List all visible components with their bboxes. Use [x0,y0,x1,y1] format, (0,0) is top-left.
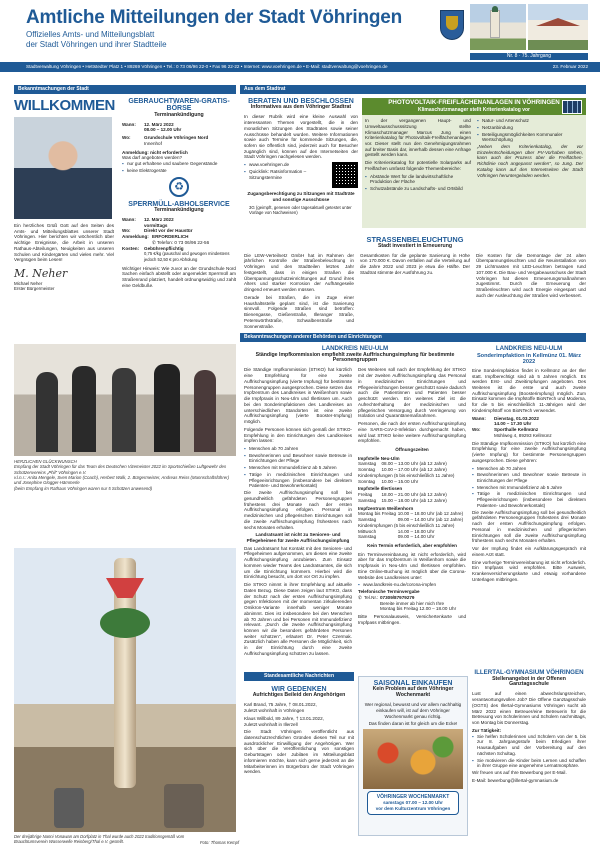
lra-impf-list [244,446,352,489]
lra-kellmuenz-when-label: Wann: [472,415,486,421]
gratis-where [122,135,236,146]
list-item: ▪ Abstände Wert für die landwirtschaftliche Produktion der Fläche [365,174,471,185]
lra-impf-text-1: Die Ständige Impfkommission (STIKO) hat kürzlich eine Empfehlung für eine zweite Auffrischungsimpfung (vierte Impfung) für bestimmte Personengruppen ausgesprochen. Diese setzen das Impfzentrum des Landkreises in Weißenhorn sowie die Impfpraxis in Neu-Ulm und Illertissen um. Auch bei den Sonderimpfaktionen des Landkreises an unterschiedlichen Standorten ist eine zweite Auffrischungsimpfung (vierte Booster-Impfung) möglich. [244,367,352,425]
gratis-when [122,122,236,133]
table-row [358,479,466,485]
list-item: ▪ Natur- und Artenschutz [477,118,583,124]
hours-cell: 08.00 – 13.00 Uhr (ab 12 Jahre) [381,461,447,467]
gratis-place-sub: Innenhof [144,140,162,146]
sperrmuell-when-value [144,217,174,228]
gratis-title: GEBRAUCHTWAREN-GRATIS-BÖRSE [128,98,230,113]
strassen-title: STRASSENBELEUCHTUNG [366,235,464,244]
strassen-col-1 [244,253,354,332]
mayor-name: Michael Neher [14,280,43,286]
mayor-photo [14,117,112,219]
section-bekanntmachungen-andere: Bekanntmachungen anderer Behörden und Einrichtungen [240,333,586,342]
sperrmuell-registration-label: Anmeldung: [122,234,149,240]
gym-text-2: Wir freuen uns auf Ihre Bewerbung per E-Mail. [472,769,567,775]
pv-text-2: Die Kriterienkatalog für potentielle Solarparks auf Freiflächen umfasst folgende Themenbereiche: [365,160,471,171]
list-item: ▪ Menschen mit Immundefizienz ab 5 Jahren [244,465,352,471]
hours-cell: 10.00 – 17.00 Uhr (ab 12 Jahre) [381,467,447,473]
standes-entry-2-name: Klaus Willbold, 89 Jahre, † 13.01.2022, [244,715,324,721]
website-link[interactable]: ▪ www.voehringen.de [244,162,332,168]
opening-neu-ulm-title: Impfstelle Neu-Ulm [358,455,400,461]
day-cell: Samstag [358,534,377,540]
strassen-text-3: Gesamtkosten für die geplante Sanierung in Höhe von 170.000 €. Davon entfallen auf die Verteilung auf die Jahre 2022 und 2023 je etwa die Hälfte. Der Stadtrat stimmte der Ausführung zu. [360,252,470,275]
saison-block [358,676,468,836]
hours-cell: 15.00 – 18.00 Uhr (ab 12 Jahre) [381,497,447,503]
coat-of-arms-icon [440,10,464,40]
sperrmuell-when-label: Wann: [122,216,136,222]
lra-kellmuenz-block [472,346,586,584]
lra-kellmuenz-text-1: Eine Sonderimpfaktion findet in Kellmünz an der Iller statt. Impfberechtigt sind ab 5 Jahren möglich. Es werden Erst- und Zweitimpfungen angeboten. Des Weiteren ist die erste und auch zweite Auffrischungsimpfung (Boosterimpfung) möglich. Zum Einsatz kommen die Impfstoffe BioNTech und Moderna, für die 5 bis einschließlich 11-Jährigen wird der Kinderimpfstoff von BioNTech verwendet. [472,367,586,413]
sperrmuell-cost-label: Kosten: [122,245,140,251]
gratis-when-value [144,122,181,133]
opening-neu-ulm-table [358,461,466,484]
gratis-list [122,161,236,173]
lra-kellmuenz-time: 14.00 – 17.30 Uhr [494,421,532,427]
day-cell: Kinderimpfungen (5 bis einschließlich 11 Jahre) [358,472,455,478]
beraten-title: BERATEN UND BESCHLOSSEN [248,98,354,105]
beraten-text: In dieser Rubrik wird eine kleine Auswahl von interessanten Themen vorgestellt, die in den monatlichen Sitzungen des Stadtrates sowie seiner Ausschüsse behandelt wurden. Weitere Informationen sowie auch Termine für kommende Sitzungen, die, sofern sie öffentlich sind, jederzeit auch für Besucher zugänglich sind, können auf den Internetseiten der Stadt Vöhringen nachgelesen werden. [244,114,358,160]
market-stamp-place: vor dem Kulturzentrum Vöhringen [375,806,451,812]
beraten-links [244,162,358,188]
strassen-col-3 [476,253,586,332]
lra-impf-subtitle: Ständige Impfkommission empfiehlt zweite Auffrischungsimpfung für bestimmte Personengruppen [255,351,455,364]
strassen-text-4: Die Kosten für die Demontage der 24 alten Überspannungsleuchten und die Neuinstallation von 29 Lichtmasten mit LED-Leuchten betragen rund 107.000 €. Die Bau- und Vergabeausschuss der Stadt Vöhringen hat diesen Erneuerungsmaßnahmen zugestimmt. Durch die Erneuerung der Straßenleuchten wird auch Energie eingespart und auch der Ausleuchtung der Straßen wird verbessert. [476,252,586,298]
standes-entry-1-place: zuletzt wohnhaft in Vöhringen [244,708,305,714]
maypole-caption: Der dreijährige Nanni Vonawan am Dorfplatz in Thal wurde auch 2022 traditionsgemäß vom Brauchtumsverein Wasserwelle Reinberg/Thal e.V. gestellt. [14,834,185,845]
opening-weissenhorn-title: Impfzentrum Weißenhorn [358,505,414,511]
beraten-block [244,98,358,215]
welcome-text: Ein herzliches Grüß Gott auf den Seiten des Amts- und Mitteilungsblattes unserer Stadt Vöhringen. Hier berichten wir wöchentlich über wichtige Ereignisse, die Arbeit in unseren Rathaus-Abteilungen, Neuigkeiten aus unseren Schulen und Kindergärten und vieles mehr. Viel Vergnügen beim Lesen! [14,223,114,263]
team-photo [14,344,236,456]
beraten-access-rule: 3G (geimpft, genesen oder tagesaktuell getestet unter Vorlage von Nachweisen) [249,204,352,216]
gratis-question: Was darf angeboten werden? [122,155,183,161]
hours-cell: 14.00 – 18.00 Uhr [397,528,435,534]
masthead-title: Amtliche Mitteilungen der Stadt Vöhringen [26,7,403,28]
list-item: ▪ Menschen mit Immundefizienz ab 5 Jahre [472,485,586,491]
gym-mail[interactable]: E-Mail: bewerbung@illertal-gymnasium.de [472,777,559,783]
list-item: ▪ nur gut erhaltene und saubere Gegenstände [122,161,236,167]
section-bekanntmachungen-stadt: Bekanntmachungen der Stadt [14,85,236,94]
corona-link[interactable]: ▪ www.landkreis-nu.de/corona-impfen [358,582,466,588]
lra-kellmuenz-list [472,466,586,509]
sperrmuell-subtitle: Terminankündigung [154,206,204,213]
list-item: ▪ Bewohnerinnen und Bewohner sowie Betreute in Einrichtungen der Pflege [472,472,586,483]
gratis-anmeldung: Anmeldung: nicht erforderlich [122,149,188,155]
lra-kellmuenz-where [472,427,586,438]
qr-code-icon[interactable] [332,162,358,188]
lra-impf-text-8: Bitte Personalausweis, Versichertenkarte und Impfpass mitbringen. [358,614,466,625]
contact-bar [0,62,600,72]
sperrmuell-time: vormittags [144,222,168,228]
sperrmuell-registration-value: ERFORDERLICH [152,234,189,240]
sperrmuell-cost-value [144,246,236,263]
market-stamp [367,791,459,815]
hotline-heading: Telefonische Terminvergabe [358,589,420,595]
strassen-text-2: Gerade bei Straßen, die im Zuge einer Haushaltsstelle geplant sind, ist die Sanierung sinnvoll. Folgende Straßen sind betroffen: Bienengasse, Gießenstraße, Illeranger Straße, Peterswörthstraße, Schwalbenstraße und Sonnenstraße. [244,294,354,329]
gratis-when-label: Wann: [122,121,136,127]
welcome-block [14,98,114,292]
gratis-place: Grundschule Vöhringen Nord [144,135,209,141]
pv-body [362,115,586,196]
list-item: ▪ Bewohnerinnen und Bewohner sowie Betreute in Einrichtungen der Pflege [244,453,352,464]
strassen-columns [244,253,586,332]
masthead [0,0,600,62]
lra-impf-text-6: Des Weiteren soll nach der Empfehlung der STIKO mit der zweiten Auffrischungsimpfung das Personal in medizinischen Einrichtungen und Pflegeeinrichtungen besser geschützt sowie dadurch auch die Patientinnen und Patienten besser geschützt werden. Ein weiteres Ziel ist die Aufrechterhaltung der medizinischen und pflegerischen Versorgung durch Verringerung von Isolation und Quarantänemaßnahmen. [358,367,466,419]
list-item: ▪ Tätige in medizinischen Einrichtungen und Pflegeeinrichtungen (insbesondere bei direktem Patienten- und Bewohnerkontakt) [472,491,586,508]
hours-cell: 10.00 – 18.00 Uhr (ab 12 Jahre) [397,511,464,517]
issue-number: Nr. 8 · 75. Jahrgang [470,53,588,60]
list-item: ▪ keine Elektrogeräte [122,168,236,174]
section-standesamt: Standesamtliche Nachrichten [244,672,354,681]
pv-block [362,98,586,228]
day-cell: Samstag [358,517,377,523]
lra-impf-text-4: Das Landratsamt hat Kontakt mit den Senioren- und Pflegeheimen aufgenommen, um diesen eine zweite Auffrischungsimpfung anzubieten. Zum Einsatz kommen wieder Teams des Landratsamtes, die sich um die Einrichtung kümmern. Hierbei wird die Einrichtung besucht, um dort vor Ort zu impfen. [244,545,352,580]
termin-text: Ein Terminvereinbarung ist nicht erforderlich, wird aber für das Impfzentrum in Weißenhorn sowie die Impfpraxis in Neu-Ulm und Illertissen empfohlen. Eine Online-Buchung ist möglich über die Corona-Website des Landkreises unter: [358,551,466,580]
table-row [358,534,466,540]
pv-left [365,118,471,193]
pv-right-text: „Neben dem Kriterienkatalog, der vor Einzelentscheidungen über PV-Vorhaben stehen, kann auch der Prozess über die Freiflächen-Richtlinie noch angepasst werden", so Jung. Der Katalog kann auf den Internetseiten der Stadt Vöhringen heruntergeladen werden. [477,144,583,178]
market-stamp-time: samstags 07.00 – 12.00 Uhr [383,800,443,806]
day-cell: Montag bis Freitag [358,511,397,517]
gratis-where-value [144,135,208,146]
sperrmuell-date: 12. März 2022 [144,216,174,222]
standes-block [244,686,354,777]
section-aus-dem-stadtrat: Aus dem Stadtrat [240,85,586,94]
lra-kellmuenz-text-3: Die zweite Auffrischungsimpfung soll bei gesundheitlich gefährdeten Personengruppen frühestens drei Monate nach der ersten Auffrischungsimpfung erfolgen. Personal in medizinischen und pflegerischen Einrichtungen soll die zweite Auffrischungsimpfung frühestens nach sechs Monaten erhalten. [472,509,586,544]
solar-panel-icon [562,100,582,114]
opening-hours-title: Öffnungszeiten [395,446,429,452]
list-item: ▪ Sie helfen Schülerinnen und Schülern von der 5. bis zur 8. Jahrgangsstufe beim Erledigen ihrer Hausaufgaben und der Vorbereitung auf den nächsten Schultag. [472,734,586,757]
lra-impf-block [244,346,466,659]
beraten-subtitle: Informatives aus dem Vöhringer Stadtrat [250,104,352,111]
gym-block [472,670,586,785]
contact-info: Stadtverwaltung Vöhringen • Hettstedter Platz 1 • 89269 Vöhringen • Tel.: 0 73 06/96 22-0 • Fax 96 22-22 • Internet: www.voehringen.de • E-Mail: stadtverwaltung@voehringen.de [26,64,388,69]
table-row [358,517,466,523]
pv-list-right [477,118,583,143]
phone-icon: ✆ [358,594,362,600]
lra-kellmuenz-title: LANDKREIS NEU-ULM [495,345,563,352]
sperrmuell-title: SPERRMÜLL-ABHOLSERVICE [128,200,230,208]
standes-entry-2-place: zuletzt wohnhaft in Illerzell [244,721,298,727]
lra-impf-text-2: Folgende Personen können sich gemäß der STIKO-Empfehlung in den Einrichtungen des Landkreises impfen lassen: [244,426,352,444]
market-stamp-title: VÖHRINGER WOCHENMARKT [376,794,450,801]
lra-impf-text-5: Die STIKO nimmt in ihrer Empfehlung auf aktuelle Daten Bezug. Diese Daten zeigen laut STIKO, dass der Schutz nach der ersten Auffrischungsimpfung gegen Infektionen mit der momentan zirkulierenden Omikron-Variante innerhalb weniger Monate abnimmt. Dies ist insbesondere bei den Menschen ab 70 Jahren und bei Personen mit Immundefizienz relevant. „Durch die zweite Auffrischungsimpfung können wir die besonders gefährdeten Personen weiter schützen", erläutert Dr. Peter Czermak. Zusätzlich haben alle Personen die Möglichkeit, sich in der Einrichtung durch eine zweite Auffrischungsimpfung schützen zu lassen. [244,582,352,656]
standes-entry-1 [244,702,354,713]
lra-impf-col-1 [244,367,352,658]
sperrmuell-cost-type: Gebührenpflichtig [144,245,184,251]
lra-impf-text-3: Die zweite Auffrischungsimpfung soll bei gesundheitlich gefährdeten Personengruppen frühestens drei Monate nach der ersten Auffrischungsimpfung erfolgen. Personal in medizinischen und pflegerischen Einrichtungen soll die zweite Auffrischungsimpfung frühestens nach sechs Monaten erhalten. [244,490,352,530]
gratis-subtitle: Terminankündigung [154,111,204,118]
lra-kellmuenz-when [472,416,586,427]
strassen-subtitle: Stadt investiert in Erneuerung [377,242,453,249]
sperrmuell-where-label: Wo: [122,228,131,234]
sperrmuell-note: Wichtiger Hinweis: Wie zuvor an der Grundschule Nord Sachen einfach abstellt oder angemeldet Sperrmüll am Straßenrand platziert, handelt ordnungswidrig und zahlt eine Geldbuße. [122,265,236,288]
recycle-icon: ♻ [169,177,189,197]
opening-weissenhorn-table [358,511,466,540]
vegetables-photo [363,729,463,789]
pv-header [362,98,586,115]
sperrmuell-cost-detail: 0,75 €/kg (pauschal und gewogen mindestens jedoch 52,50 € pro Abholung [144,251,230,262]
standes-entry-1-name: Karl Brand, 75 Jahre, † 08.01.2022, [244,702,317,708]
gym-text-1: Lust auf einen abwechslungsreichen, verantwortungsvollen Job? Die Offene Ganztagsschule (OGTS) des Illertal-Gymnasiums Vöhringen sucht ab März 2022 einen Betreuer/eine Betreuerin für die Betreuung von Schülerinnen und Schülern nachmittags, von Montag bis Donnerstag. [472,691,586,726]
saison-text: Wer regional, bewusst und vor allem nachhaltig einkaufen will, ist auf dem Vöhringer Wochenmarkt genau richtig. [364,702,462,719]
list-item: ▪ Schutzabstände zu Landschafts- und Ortsbild [365,186,471,192]
day-cell: Samstag [358,461,377,467]
list-item: ▪ Menschen ab 70 Jahren [472,466,586,472]
townhall-photo [528,4,588,50]
sperrmuell-when [122,217,236,228]
saison-text-2: Das finden daran ist für gleich um die Ecke! [368,721,458,727]
lra-kellmuenz-when-value [494,416,539,427]
list-item: ▪ Sie motivieren die Kinder beim Lernen und schaffen in ihrer Gruppe eine angenehme Lernatmosphäre. [472,758,586,769]
lra-kellmuenz-place: Sporthalle Kellmünz [494,427,539,433]
pv-list [365,174,471,192]
standes-text: Die Stadt Vöhringen veröffentlicht aus datenschutzrechtlichen Gründen diesen Teil nur mit ausdrücklicher Einwilligung der Angehörigen. Wer sich über die Veröffentlichung von sonstigen Geburtstagen oder Jubiläen im Mitteilungsblatt informieren möchte, kann sich gerne jederzeit an die Mitarbeiterinnen im Bürgerbüro der Stadt Vöhringen wenden. [244,729,354,775]
mayor-role: Erster Bürgermeister [14,286,55,292]
table-row [358,523,466,529]
standes-entry-2 [244,716,354,727]
gratis-date: 12. März 2022 [144,121,174,127]
pv-right [477,118,583,193]
gratis-where-label: Wo: [122,135,131,141]
gym-subtitle: Stellenangebot in der Offenen Ganztagsschule [492,675,566,688]
strassen-col-2 [360,253,470,332]
termin-link-list [358,582,466,588]
lra-kellmuenz-address: Mühlweg 4, 89293 Kellmünz [494,432,552,438]
masthead-subtitle-1: Offizielles Amts- und Mitteilungsblatt [26,30,155,39]
saison-subtitle: Kein Problem auf dem Vöhringer Wochenmarkt [372,686,454,699]
day-cell: Freitag [358,492,373,498]
standes-title: WIR GEDENKEN [271,686,327,693]
day-cell: Sonntag [358,478,376,484]
issue-date: 23. Februar 2022 [552,64,588,69]
phone-icon: ✆ [152,239,158,245]
lra-impf-heading-heime: Landratsamt ist nicht zu Senioren- und Pflegeheimen für zweite Auffrischungsimpfung [246,532,350,543]
day-cell: Samstag [358,497,377,503]
gym-heading: Zur Tätigkeit: [472,727,502,733]
strassen-block [244,236,586,331]
beraten-access-title: Zugangsberechtigung zu Sitzungen mit Stadträte und sonstige Ausschüsse [247,191,355,202]
day-cell: Mittwoch [358,528,377,534]
table-row [358,473,466,479]
pv-text: In der vergangenen Haupt- und Umweltausschusssitzung stellte Klimaschutzmanager Marcus Jung einen Kriterienkatalog für Photovoltaik-Freiflächenanlagen vor. Dieser stellt nun den Genehmigungsrahmen auf breiter Basis dar, innerhalb dessen eine Anfrage gestellt werden kann. [365,118,471,158]
hotline-label: Tel.Nr.: [364,594,379,600]
maypole-credit: Foto: Thomas Kempf [200,840,240,845]
saison-title: SAISONAL EINKAUFEN [373,680,453,687]
gratis-time: 08.00 – 12.00 Uhr [144,127,182,133]
lra-kellmuenz-text-5: Eine vorherige Terminvereinbarung ist nicht erforderlich. Ein Impfpass wird empfohlen. Bitte Ausweis, Krankenversicherungskarte und etwaig vorhandene Unterlagen mitbringen. [472,559,586,582]
list-item: ▪ Menschen ab 70 Jahren [244,446,352,452]
hotline-number: 07309/87979279 [380,594,415,600]
lra-impf-col-2 [358,367,466,658]
pv-subtitle: Klimaschutzmanager stellt Kriterienkatalog vor [418,106,530,113]
mayor-signature: M. Neher [14,267,68,281]
sperrmuell-place: Direkt vor der Haustür [144,228,193,234]
table-row [358,498,466,504]
opening-illertissen-table [358,492,466,503]
strassen-text-1: Die LEW-Verteilnetz GmbH hat im Rahmen der jährlichen Kontrolle der Straßenbeleuchtung in Vöhringen und den Stadtteilen letztes Jahr festgestellt, dass in einigen Straßen die Überspannungsschutzeinrichtungen auf Grund ihres Alters und starker Korrosion der Aufhängeseile dringend erneuert werden müssen. [244,252,354,293]
lra-kellmuenz-date: Dienstag, 01.03.2022 [494,415,539,421]
hours-cell: 09.00 – 14.00 Uhr (ab 12 Jahre) [397,517,464,523]
lra-impf-text-7: Personen, die nach der ersten Auffrischungsimpfung eine SARS-CoV-2-Infektion durchgemacht haben, wird laut STIKO keine weitere Auffrischungsimpfung empfohlen. [358,421,466,444]
church-photo [470,4,526,50]
standes-subtitle: Aufrichtiges Beileid den Angehörigen [252,692,346,699]
list-item: ▪ Tätige in medizinischen Einrichtungen und Pflegeeinrichtungen (insbesondere bei direktem Patienten- und Bewohnerkontakt) [244,472,352,489]
hours-cell: 18.00 – 21.00 Uhr (ab 12 Jahre) [381,492,447,498]
list-item: ▪ Netzanbindung [477,125,583,131]
day-cell: Kinderimpfungen (5 bis einschließlich 11 Jahre) [358,522,455,528]
termin-heading: Kein Termin erforderlich, aber empfohlen [367,543,457,548]
team-photo-caption: HERZLICHEN GLÜCKWUNSCH Empfang der Stadt Vöhringen für das Team des Deutschen Vizemeister 2022 im Sportschießen Luftgewehr des Schützenvereins „Phil" Vöhringen e.V. v.l.n.r.: Anita Mengele, Sven Marion (Coach), Herbert Walk, 2. Bürgermeister, Andreas Reiss (Mannschaftsführer) und Josephine Glogger-Hämmerle (beim Empfang im Rathaus Vöhringen waren nur 5 Schützen anwesend) [14,459,230,491]
gym-title: ILLERTAL-GYMNASIUM VÖHRINGEN [474,669,584,676]
day-cell: Sonntag [358,467,376,473]
lra-kellmuenz-where-label: Wo: [472,427,481,433]
hours-cell: 10.00 – 15.00 Uhr [381,478,419,484]
gratis-boerse [122,98,236,291]
welcome-title: WILLKOMMEN [14,97,115,114]
beraten-link-list [244,162,332,188]
opening-illertissen-title: Impfstelle Illertissen [358,486,403,492]
lra-kellmuenz-text-4: Vor der Impfung findet ein Aufklärungsgespräch mit einem Arzt statt. [472,546,586,557]
masthead-subtitle-2: der Stadt Vöhringen und ihrer Stadtteile [26,40,167,49]
pv-title: PHOTOVOLTAIK-FREIFLÄCHENANLAGEN IN VÖHRINGEN [388,99,560,106]
hours-cell: 09.00 – 14.00 Uhr [397,534,435,540]
hotline-line-1: Bereite immer ab hier mich Ihre [380,600,445,606]
lra-kellmuenz-text-2: Die Ständige Impfkommission (STIKO) hat kürzlich eine Empfehlung für eine zweite Auffrischungsimpfung (vierte Impfung) für bestimmte Personengruppen ausgesprochen. Diese gehören: [472,440,586,463]
lra-kellmuenz-where-value [494,427,552,438]
hotline-line-2: Montag bis Freitag 12.00 – 18.00 Uhr [380,606,457,612]
maypole-photo [14,548,236,832]
sperrmuell-phone-number: Telefon: 0 73 06/96 22-56 [157,239,210,245]
lra-impf-title: LANDKREIS NEU-ULM [321,345,389,352]
lra-impf-columns [244,367,466,658]
lra-kellmuenz-subtitle: Sonderimpfaktion in Kellmünz 01. März 2022 [476,352,582,365]
gym-list [472,734,586,769]
list-item: ▪ Beteiligungsmöglichkeiten Kommunaler Wertschöpfung [477,132,583,143]
quicklink[interactable]: ▪ Quicklink: Ratsinformation – Sitzungstermine [244,169,332,180]
sperrmuell-cost [122,246,236,263]
